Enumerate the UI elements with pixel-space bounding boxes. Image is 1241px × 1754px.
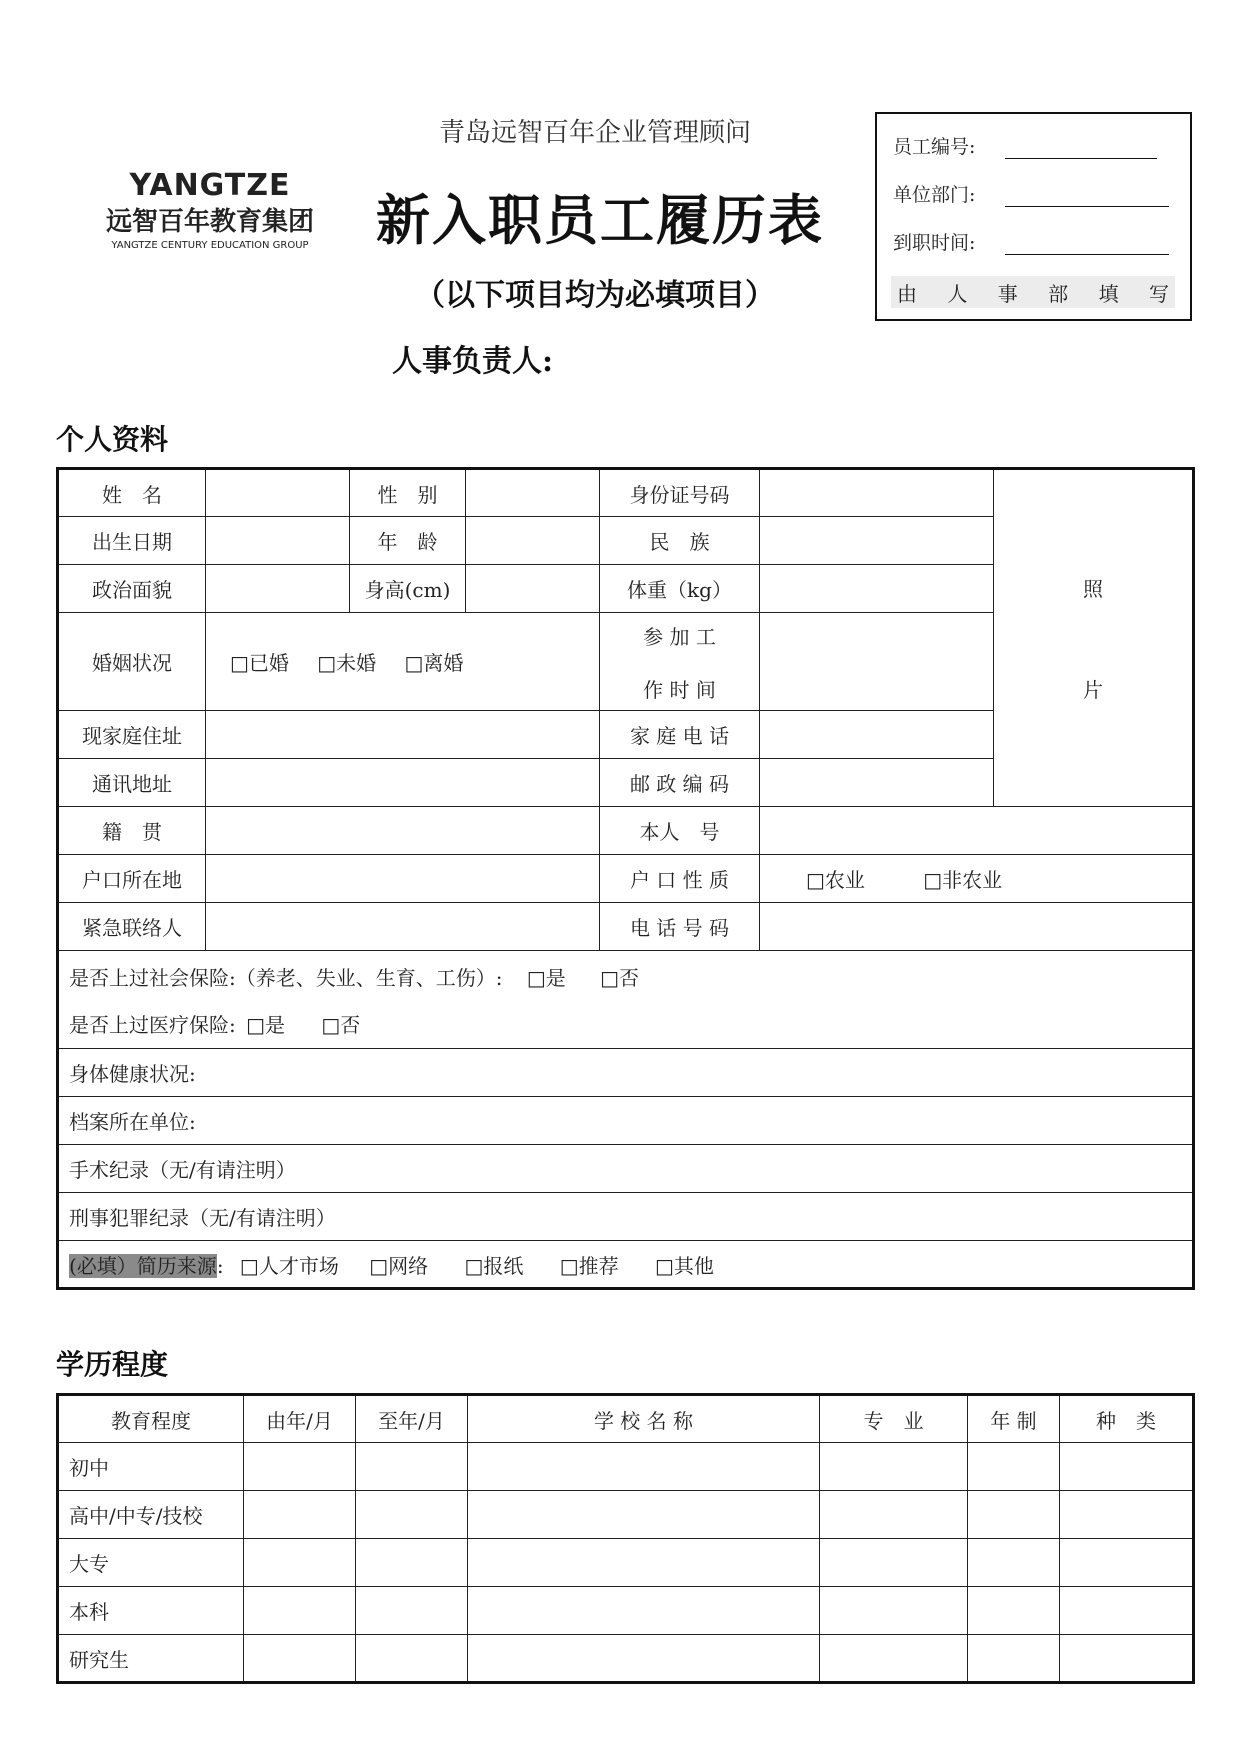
gender-field[interactable]: [466, 469, 600, 517]
photo-label-2: 片: [1083, 678, 1103, 702]
native-place-label: 籍 贯: [58, 807, 206, 855]
edu-to-field[interactable]: [356, 1491, 468, 1539]
edu-to-field[interactable]: [356, 1635, 468, 1683]
education-table: [56, 1393, 1195, 1684]
edu-level: 研究生: [58, 1635, 244, 1683]
edu-level: 初中: [58, 1443, 244, 1491]
medical-option-no[interactable]: □否: [321, 1012, 361, 1037]
employee-id-label: 员工编号:: [893, 136, 976, 158]
archive-field[interactable]: 档案所在单位:: [58, 1097, 1194, 1145]
edu-from-field[interactable]: [244, 1491, 356, 1539]
age-field[interactable]: [466, 517, 600, 565]
edu-years-field[interactable]: [968, 1539, 1060, 1587]
edu-header-to: 至年/月: [356, 1395, 468, 1443]
postal-code-field[interactable]: [760, 759, 1194, 807]
edu-school-field[interactable]: [468, 1539, 820, 1587]
section-title-personal: 个人资料: [56, 423, 169, 456]
medical-option-yes[interactable]: □是: [246, 1012, 286, 1037]
hr-footer-char: 写: [1148, 281, 1169, 306]
mail-address-label: 通讯地址: [58, 759, 206, 807]
weight-field[interactable]: [760, 565, 994, 613]
edu-header-from: 由年/月: [244, 1395, 356, 1443]
edu-header-school: 学 校 名 称: [468, 1395, 820, 1443]
edu-from-field[interactable]: [244, 1587, 356, 1635]
name-label: 姓 名: [58, 469, 206, 517]
edu-to-field[interactable]: [356, 1443, 468, 1491]
emergency-field[interactable]: [206, 903, 600, 951]
start-date-label: 到职时间:: [893, 232, 976, 254]
criminal-field[interactable]: 刑事犯罪纪录（无/有请注明）: [58, 1193, 1194, 1241]
department-field[interactable]: [1005, 206, 1169, 207]
edu-school-field[interactable]: [468, 1491, 820, 1539]
social-insurance-line: [69, 962, 1186, 991]
political-field[interactable]: [206, 565, 350, 613]
marital-option-married[interactable]: □已婚: [230, 651, 289, 675]
edu-level: 高中/中专/技校: [58, 1491, 244, 1539]
edu-type-field[interactable]: [1060, 1635, 1194, 1683]
edu-row: [58, 1491, 1194, 1539]
edu-major-field[interactable]: [820, 1443, 968, 1491]
medical-insurance-line: [69, 1009, 1186, 1038]
logo-english: YANGTZE: [129, 168, 291, 203]
home-address-label: 现家庭住址: [58, 711, 206, 759]
personal-no-field[interactable]: [760, 807, 1194, 855]
resume-option-referral[interactable]: □推荐: [559, 1253, 619, 1278]
household-option-nonagri[interactable]: □非农业: [923, 868, 1003, 892]
hr-footer-char: 事: [997, 281, 1018, 306]
birth-date-field[interactable]: [206, 517, 350, 565]
employee-id-field[interactable]: [1005, 158, 1157, 159]
marital-label: 婚姻状况: [58, 613, 206, 711]
work-start-label: [600, 613, 760, 711]
hr-footer-char: 填: [1098, 281, 1119, 306]
edu-from-field[interactable]: [244, 1635, 356, 1683]
edu-to-field[interactable]: [356, 1539, 468, 1587]
name-field[interactable]: [206, 469, 350, 517]
surgery-field[interactable]: 手术纪录（无/有请注明）: [58, 1145, 1194, 1193]
weight-label: 体重（kg）: [600, 565, 760, 613]
edu-years-field[interactable]: [968, 1635, 1060, 1683]
resume-option-newspaper[interactable]: □报纸: [464, 1253, 524, 1278]
logo-subtitle: YANGTZE CENTURY EDUCATION GROUP: [111, 240, 309, 251]
edu-level: 大专: [58, 1539, 244, 1587]
page-subtitle: （以下项目均为必填项目）: [415, 278, 775, 313]
hr-footer-char: 由: [897, 281, 917, 306]
political-label: 政治面貌: [58, 565, 206, 613]
height-field[interactable]: [466, 565, 600, 613]
hr-footer-char: 人: [947, 281, 968, 306]
logo-chinese: 远智百年教育集团: [105, 207, 314, 237]
edu-row: [58, 1539, 1194, 1587]
edu-school-field[interactable]: [468, 1635, 820, 1683]
age-label: 年 龄: [350, 517, 466, 565]
marital-option-divorced[interactable]: □离婚: [404, 651, 464, 675]
hr-person-label: 人事负责人:: [392, 344, 554, 379]
edu-school-field[interactable]: [468, 1443, 820, 1491]
personal-info-table: [56, 467, 1195, 1290]
home-phone-label: 家 庭 电 话: [600, 711, 760, 759]
edu-years-field[interactable]: [968, 1491, 1060, 1539]
native-place-field[interactable]: [206, 807, 600, 855]
photo-box[interactable]: [994, 469, 1194, 807]
edu-level: 本科: [58, 1587, 244, 1635]
birth-date-label: 出生日期: [58, 517, 206, 565]
edu-to-field[interactable]: [356, 1587, 468, 1635]
work-start-field[interactable]: [760, 613, 994, 711]
social-option-yes[interactable]: □是: [526, 965, 566, 990]
marital-option-single[interactable]: □未婚: [317, 651, 377, 675]
edu-major-field[interactable]: [820, 1635, 968, 1683]
department-label: 单位部门:: [893, 184, 976, 206]
edu-header-type: 种 类: [1060, 1395, 1194, 1443]
work-start-label-1: 参 加 工: [643, 624, 716, 649]
phone-label: 电 话 号 码: [600, 903, 760, 951]
edu-from-field[interactable]: [244, 1443, 356, 1491]
edu-from-field[interactable]: [244, 1539, 356, 1587]
ethnicity-field[interactable]: [760, 517, 994, 565]
hr-footer-note: [891, 276, 1175, 308]
home-address-field[interactable]: [206, 711, 600, 759]
company-name: 青岛远智百年企业管理顾问: [438, 118, 751, 148]
marital-options: [206, 613, 600, 711]
edu-row: [58, 1587, 1194, 1635]
resume-option-other[interactable]: □其他: [654, 1253, 714, 1278]
postal-code-label: 邮 政 编 码: [600, 759, 760, 807]
phone-field[interactable]: [760, 903, 1194, 951]
page-title: 新入职员工履历表: [376, 188, 824, 252]
edu-major-field[interactable]: [820, 1491, 968, 1539]
work-start-label-2: 作 时 间: [643, 677, 716, 702]
edu-type-field[interactable]: [1060, 1491, 1194, 1539]
social-insurance-label: 是否上过社会保险:（养老、失业、生育、工伤）:: [69, 965, 503, 990]
resume-source-colon: :: [216, 1253, 224, 1278]
home-phone-field[interactable]: [760, 711, 994, 759]
edu-years-field[interactable]: [968, 1587, 1060, 1635]
edu-header-years: 年 制: [968, 1395, 1060, 1443]
medical-insurance-label: 是否上过医疗保险:: [69, 1012, 236, 1037]
resume-option-talent-market[interactable]: □人才市场: [239, 1253, 339, 1278]
company-logo: [95, 168, 325, 251]
edu-school-field[interactable]: [468, 1587, 820, 1635]
household-label: 户口所在地: [58, 855, 206, 903]
photo-label-1: 照: [1083, 577, 1103, 601]
edu-major-field[interactable]: [820, 1539, 968, 1587]
resume-source-row: [58, 1241, 1194, 1289]
edu-major-field[interactable]: [820, 1587, 968, 1635]
household-field[interactable]: [206, 855, 600, 903]
edu-type-field[interactable]: [1060, 1587, 1194, 1635]
social-option-no[interactable]: □否: [600, 965, 640, 990]
health-field[interactable]: 身体健康状况:: [58, 1049, 1194, 1097]
personal-no-label: 本人 号: [600, 807, 760, 855]
edu-header-level: 教育程度: [58, 1395, 244, 1443]
household-type-options: [760, 855, 1194, 903]
edu-header-major: 专 业: [820, 1395, 968, 1443]
household-type-label: 户 口 性 质: [600, 855, 760, 903]
edu-row: [58, 1635, 1194, 1683]
edu-row: [58, 1443, 1194, 1491]
id-number-field[interactable]: [760, 469, 994, 517]
edu-type-field[interactable]: [1060, 1443, 1194, 1491]
household-option-agri[interactable]: □农业: [806, 868, 865, 892]
edu-type-field[interactable]: [1060, 1539, 1194, 1587]
resume-option-internet[interactable]: □网络: [369, 1253, 429, 1278]
ethnicity-label: 民 族: [600, 517, 760, 565]
edu-years-field[interactable]: [968, 1443, 1060, 1491]
insurance-row: [58, 951, 1194, 1049]
resume-source-label: (必填）简历来源: [69, 1253, 217, 1278]
hr-fill-box: [875, 112, 1192, 321]
start-date-field[interactable]: [1005, 254, 1169, 255]
height-label: 身高(cm): [350, 565, 466, 613]
section-title-education: 学历程度: [56, 1348, 169, 1381]
mail-address-field[interactable]: [206, 759, 600, 807]
emergency-label: 紧急联络人: [58, 903, 206, 951]
gender-label: 性 别: [350, 469, 466, 517]
hr-footer-char: 部: [1048, 281, 1069, 306]
id-number-label: 身份证号码: [600, 469, 760, 517]
